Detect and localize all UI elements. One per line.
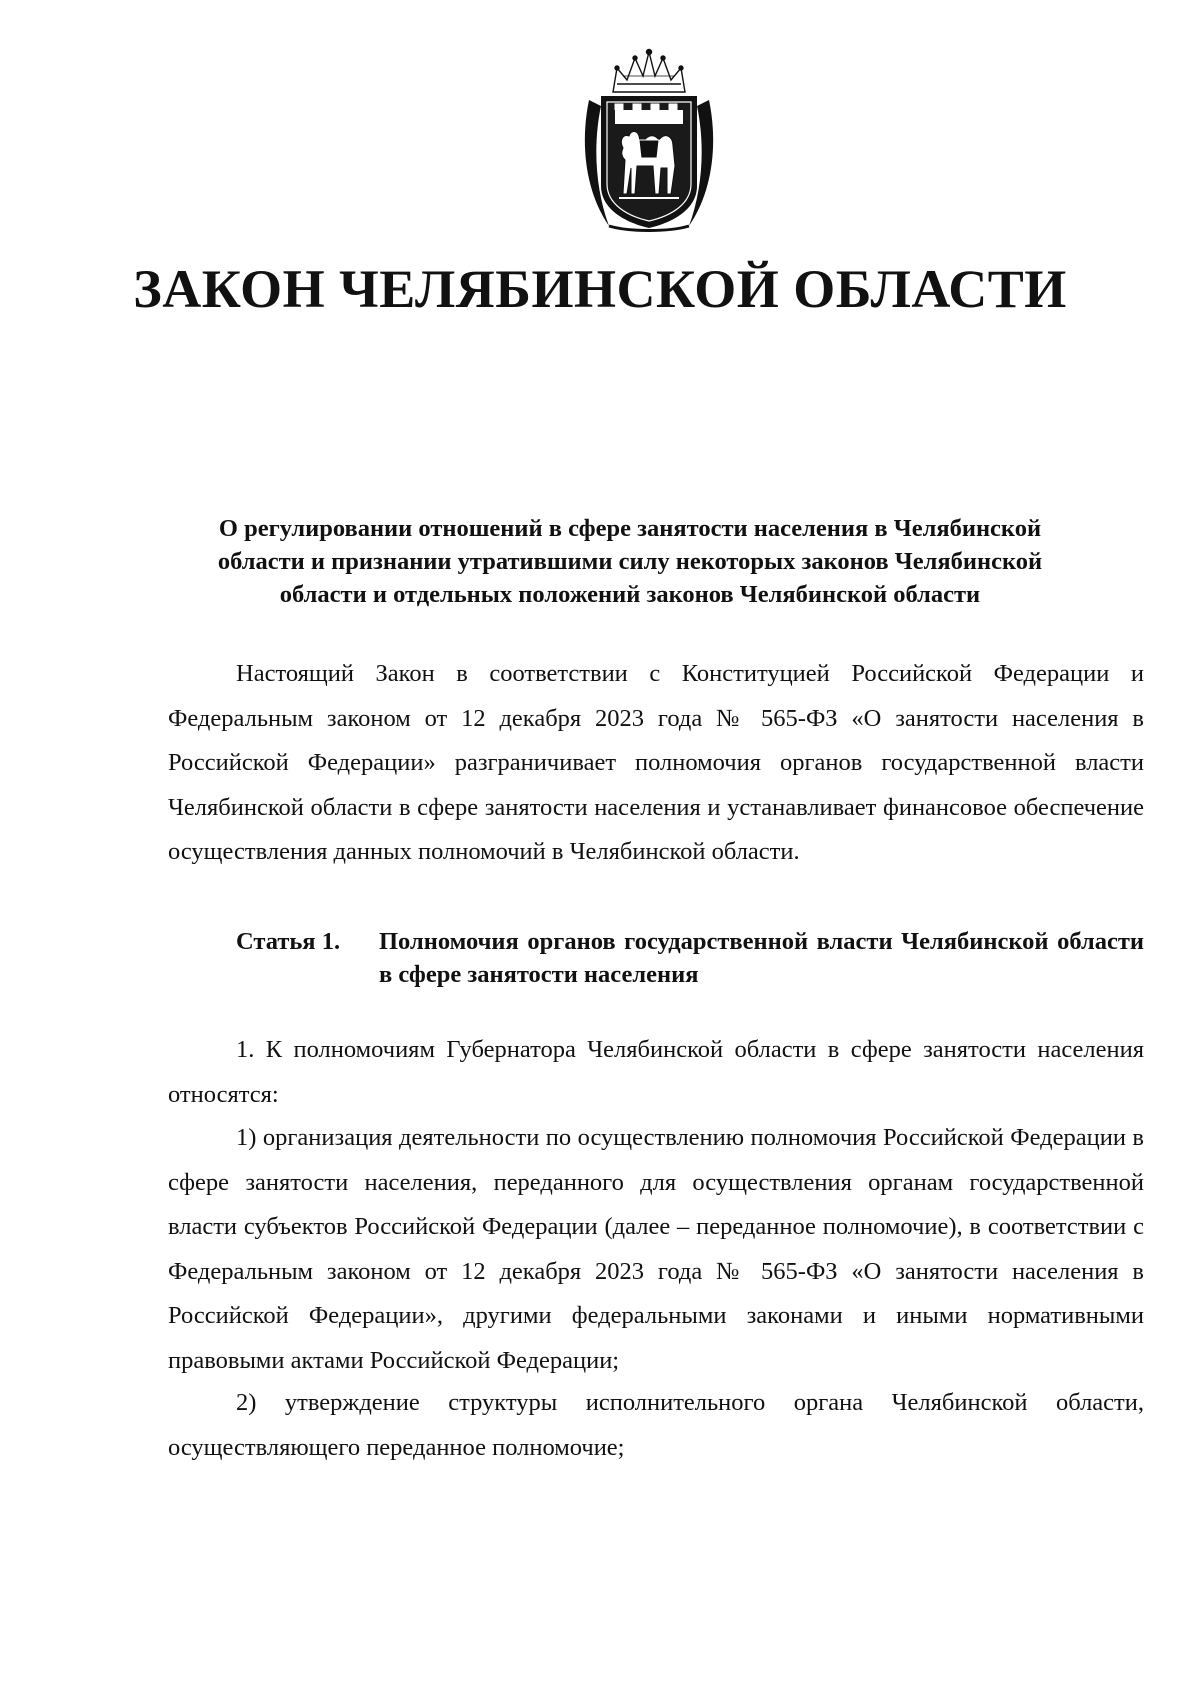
paragraph-item-2: 2) утверждение структуры исполнительного органа Челябинской области, осуществляющего переданное полномочие; — [168, 1389, 1144, 1461]
article-number: Статья 1. — [236, 928, 341, 955]
preamble-paragraph: Настоящий Закон в соответствии с Конституцией Российской Федерации и Федеральным законом от 12 декабря 2023 года № 565-ФЗ «О занятости населения в Российской Федерации» разграничивает полномочия органов государственной власти Челябинской области в сфере занятости населения и устанавливает финансовое обеспечение осуществления данных полномочий в Челябинской области. — [168, 660, 1144, 865]
document-title: ЗАКОН ЧЕЛЯБИНСКОЙ ОБЛАСТИ — [133, 259, 1067, 319]
paragraph-1: 1. К полномочиям Губернатора Челябинской области в сфере занятости населения относятся: — [168, 1036, 1144, 1108]
chelyabinsk-coat-of-arms-icon — [579, 48, 719, 234]
document-subject: О регулировании отношений в сфере занятости населения в Челябинской области и признании утратившими силу некоторых законов Челябинской области и отдельных положений законов Челябинской области — [217, 515, 1043, 608]
paragraph-item-1: 1) организация деятельности по осуществлению полномочия Российской Федерации в сфере занятости населения, переданного для осуществления органам государственной власти субъектов Российской Федерации (далее – переданное полномочие), в соответствии с Федеральным законом от 12 декабря 2023 года № 565-ФЗ «О занятости населения в Российской Федерации», другими федеральными законами и иными нормативными правовыми актами Российской Федерации; — [168, 1124, 1144, 1374]
article-title: Полномочия органов государственной власти Челябинской области в сфере занятости населения — [379, 928, 1144, 988]
article-heading — [236, 925, 1144, 991]
